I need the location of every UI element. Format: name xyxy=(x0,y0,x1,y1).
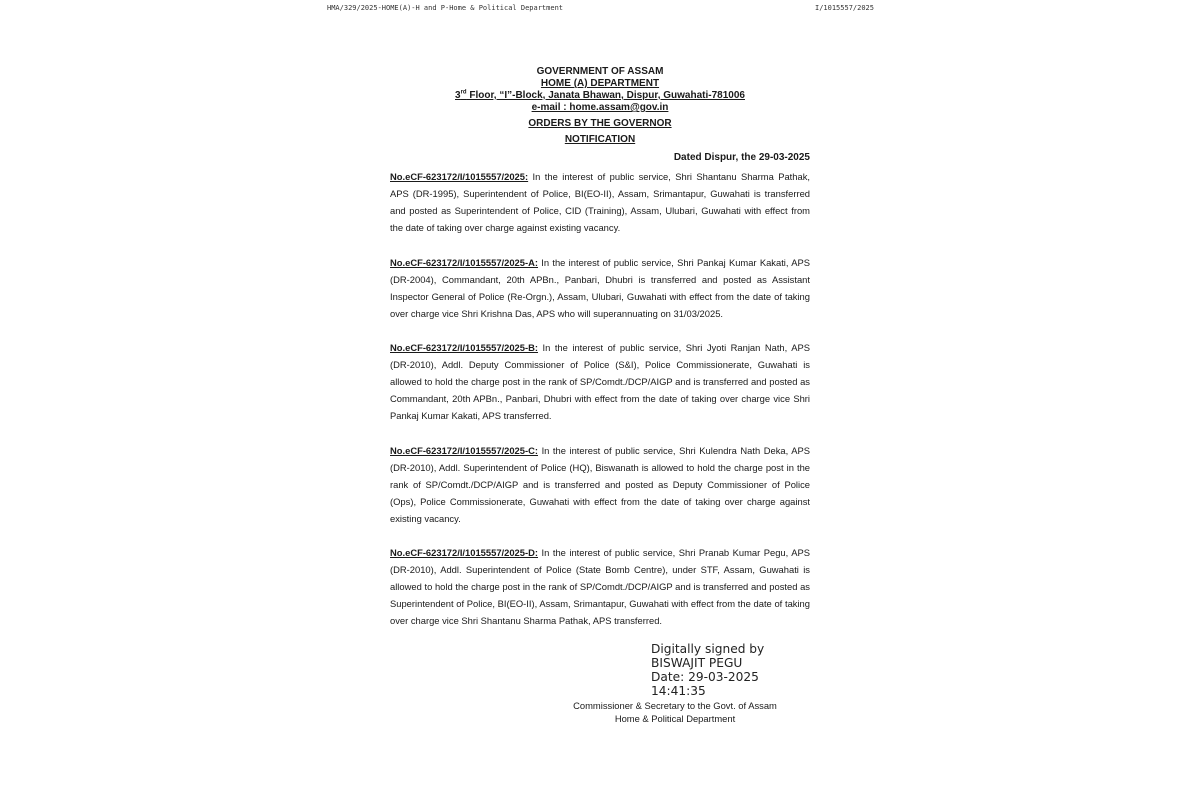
signature-time: 14:41:35 xyxy=(651,684,706,698)
order-paragraph xyxy=(390,544,810,629)
signature-name: BISWAJIT PEGU xyxy=(651,656,743,670)
notification-heading: NOTIFICATION xyxy=(564,134,636,145)
order-text: In the interest of public service, Shri Pranab Kumar Pegu, APS (DR-2010), Addl. Superintendent of Police (State Bomb Centre), under STF, Assam, Guwahati is allowed to hold the charge post in the rank of SP/Comdt./DCP/AIGP and is transferred and posted as Superintendent of Police, BI(EO-II), Assam, Srimantapur, Guwahati with effect from the date of taking over charge vice Shri Shantanu Sharma Pathak, APS transferred. xyxy=(390,547,810,627)
order-text: In the interest of public service, Shri Pankaj Kumar Kakati, APS (DR-2004), Commandant, 20th APBn., Panbari, Dhubri is transferred and posted as Assistant Inspector General of Police (Re-Orgn.), Assam, Ulubari, Guwahati with effect from the date of taking over charge vice Shri Krishna Das, APS who will superannuating on 31/03/2025. xyxy=(390,257,810,320)
floor-number: 3 xyxy=(455,90,461,101)
dated-line: Dated Dispur, the 29-03-2025 xyxy=(673,152,810,163)
page-header xyxy=(327,3,874,13)
orders-heading: ORDERS BY THE GOVERNOR xyxy=(528,118,672,129)
department-title: HOME (A) DEPARTMENT xyxy=(540,78,660,89)
order-paragraph xyxy=(390,339,810,424)
floor-suffix: rd xyxy=(460,89,467,96)
file-reference: HMA/329/2025-HOME(A)-H and P-Home & Political Department xyxy=(327,4,564,12)
department-line: Home & Political Department xyxy=(614,713,736,724)
designation-line: Commissioner & Secretary to the Govt. of Assam xyxy=(573,700,777,711)
order-number: No.eCF-623172/I/1015557/2025-C: xyxy=(390,445,539,456)
order-number: No.eCF-623172/I/1015557/2025-B: xyxy=(390,342,539,353)
order-text: In the interest of public service, Shri Kulendra Nath Deka, APS (DR-2010), Addl. Superintendent of Police (HQ), Biswanath is allowed to hold the charge post in the rank of SP/Comdt./DCP/AIGP and is transferred and posted as Deputy Commissioner of Police (Ops), Police Commissionerate, Guwahati with effect from the date of taking over charge against existing vacancy. xyxy=(390,445,810,525)
order-number: No.eCF-623172/I/1015557/2025-A: xyxy=(390,257,539,268)
email-line: e-mail : home.assam@gov.in xyxy=(531,102,669,113)
government-title: GOVERNMENT OF ASSAM xyxy=(536,66,664,77)
digital-signature xyxy=(651,642,801,698)
order-paragraph xyxy=(390,168,810,236)
order-text: In the interest of public service, Shri Shantanu Sharma Pathak, APS (DR-1995), Superintendent of Police, BI(EO-II), Assam, Srimantapur, Guwahati is transferred and posted as Superintendent of Police, CID (Training), Assam, Ulubari, Guwahati with effect from the date of taking over charge against existing vacancy. xyxy=(390,171,810,234)
order-number: No.eCF-623172/I/1015557/2025-D: xyxy=(390,547,539,558)
order-paragraph xyxy=(390,254,810,322)
order-number: No.eCF-623172/I/1015557/2025: xyxy=(390,171,529,182)
letterhead xyxy=(390,66,810,114)
signature-date: Date: 29-03-2025 xyxy=(651,670,759,684)
order-text: In the interest of public service, Shri Jyoti Ranjan Nath, APS (DR-2010), Addl. Deputy Commissioner of Police (S&I), Police Commissionerate, Guwahati is allowed to hold the charge post in the rank of SP/Comdt./DCP/AIGP and is transferred and posted as Commandant, 20th APBn., Panbari, Dhubri with effect from the date of taking over charge vice Shri Pankaj Kumar Kakati, APS transferred. xyxy=(390,342,810,422)
signatory-designation xyxy=(560,699,790,725)
address-text: Floor, “I”-Block, Janata Bhawan, Dispur, Guwahati-781006 xyxy=(466,90,745,101)
page-reference: I/1015557/2025 xyxy=(814,4,874,12)
address-line xyxy=(390,90,810,102)
order-paragraph xyxy=(390,442,810,527)
signature-line: Digitally signed by xyxy=(651,642,765,656)
